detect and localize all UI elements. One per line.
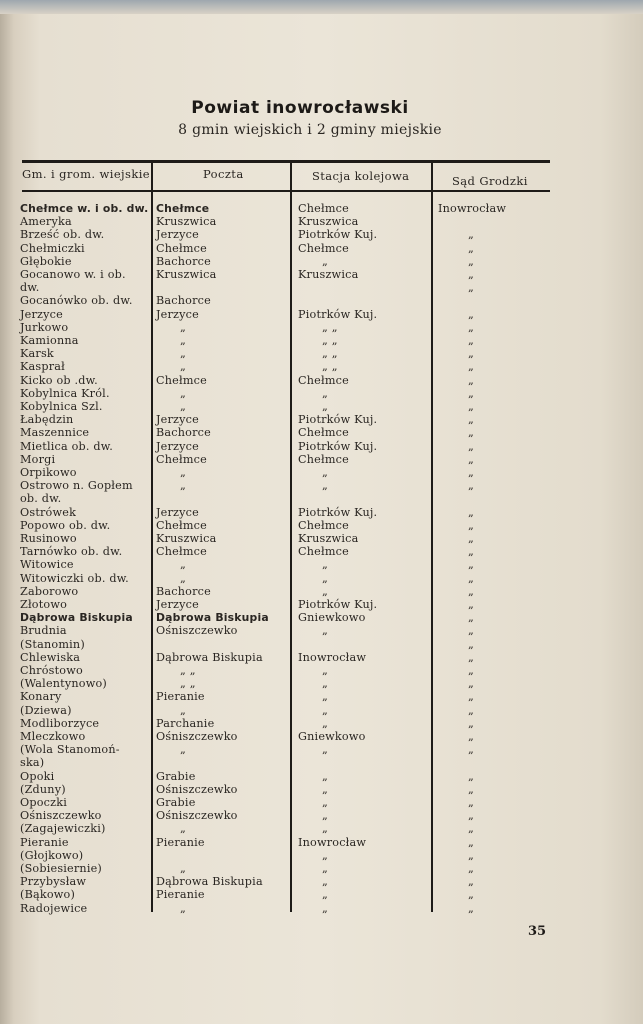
cell-poczta: Jerzyce [156,505,199,519]
cell-poczta: „ [180,400,186,413]
cell-poczta: Grabie [156,796,196,809]
table-row [0,651,643,664]
cell-stacja: Piotrków Kuj. [298,505,378,519]
cell-stacja: „ [322,254,328,268]
table-row [0,374,643,387]
table-row [0,506,643,519]
cell-stacja: Piotrków Kuj. [298,598,378,611]
table-row [0,902,643,915]
table-row [0,268,643,281]
table-row [0,228,643,241]
cell-sad: „ [468,901,474,915]
cell-sad: „ [468,400,474,413]
cell-poczta: „ [180,901,186,915]
table-row [0,585,643,598]
cell-poczta: Bachorce [156,294,211,308]
cell-poczta: Ośniszczewko [156,730,238,743]
cell-poczta: Dąbrowa Biskupia [156,611,269,625]
table-row [0,690,643,703]
cell-sad: „ [468,466,474,479]
cell-poczta: „ [180,466,186,479]
table-row [0,770,643,783]
table-row [0,822,643,835]
cell-stacja: Chełmce [298,518,349,532]
cell-gmina: Witowice [20,558,74,572]
cell-stacja: „ [322,822,328,836]
page-top-edge [0,0,643,14]
cell-stacja: „ „ [322,334,338,347]
table-row [0,875,643,888]
cell-stacja: „ [322,584,328,598]
cell-gmina: Kobylnica Szl. [20,400,103,413]
cell-stacja: Piotrków Kuj. [298,307,378,321]
cell-gmina: Konary [20,690,62,704]
cell-sad: „ [468,452,474,466]
cell-gmina: Chełmce w. i ob. dw. [20,202,149,215]
table-row [0,743,643,756]
cell-sad: „ [468,373,474,387]
table-row [0,783,643,796]
cell-sad: „ [468,413,474,427]
cell-stacja: „ „ [322,320,338,334]
cell-gmina: (Zduny) [20,782,66,796]
cell-gmina: Rusinowo [20,532,77,545]
table-row [0,664,643,677]
table-row [0,796,643,809]
cell-sad: „ [468,822,474,836]
cell-stacja: „ [322,664,328,677]
cell-sad: „ [468,518,474,532]
cell-stacja: Kruszwica [298,532,359,545]
table-row [0,558,643,571]
cell-sad: „ [468,743,474,757]
cell-gmina: Radojewice [20,901,88,915]
cell-poczta: Parchanie [156,716,215,730]
cell-stacja: „ „ [322,360,338,374]
cell-gmina: Brześć ob. dw. [20,228,105,242]
table-row [0,347,643,360]
cell-sad: „ [468,505,474,519]
cell-poczta: „ [180,571,186,585]
cell-gmina: Gocanówko ob. dw. [20,294,133,308]
cell-gmina: Ostrówek [20,505,77,519]
cell-stacja: Inowrocław [298,835,367,849]
header-bottom-rule [22,190,550,192]
cell-gmina: (Stanomin) [20,637,85,651]
header-sad: Sąd Grodzki [452,174,528,188]
cell-stacja: „ [322,479,328,493]
cell-stacja: Chełmce [298,545,349,559]
cell-gmina: (Wola Stanomoń- [20,743,120,757]
cell-gmina: Mleczkowo [20,730,86,743]
table-row [0,717,643,730]
cell-gmina: Ostrowo n. Gopłem [20,479,133,493]
cell-gmina: Łabędzin [20,413,74,427]
cell-sad: „ [468,677,474,691]
cell-gmina: (Zagajewiczki) [20,822,106,836]
cell-stacja: „ [322,716,328,730]
cell-stacja: „ [322,848,328,862]
cell-poczta: Chełmce [156,241,207,255]
cell-stacja: Kruszwica [298,268,359,281]
cell-gmina: Witowiczki ob. dw. [20,571,129,585]
cell-gmina: Modliborzyce [20,716,100,730]
cell-sad: „ [468,782,474,796]
cell-poczta: „ „ [180,677,196,691]
cell-stacja: „ [322,875,328,889]
cell-sad: „ [468,848,474,862]
cell-gmina: Ameryka [20,215,72,229]
cell-stacja: Chełmce [298,241,349,255]
table-row [0,360,643,373]
cell-sad: „ [468,360,474,374]
cell-gmina: Głębokie [20,254,72,268]
cell-gmina: Maszennice [20,426,90,440]
table-row [0,849,643,862]
cell-gmina: (Dziewa) [20,703,72,717]
table-row [0,638,643,651]
table-row [0,334,643,347]
cell-stacja: „ [322,888,328,902]
cell-stacja: Piotrków Kuj. [298,413,378,427]
cell-poczta: „ [180,347,186,361]
cell-sad: „ [468,254,474,268]
table-row [0,624,643,637]
cell-stacja: Chełmce [298,373,349,387]
cell-stacja: Chełmce [298,426,349,440]
cell-sad: „ [468,809,474,823]
cell-poczta: Dąbrowa Biskupia [156,650,263,664]
table-row [0,426,643,439]
cell-poczta: Chełmce [156,452,207,466]
cell-gmina: (Walentynowo) [20,677,107,691]
header-stacja: Stacja kolejowa [312,169,410,183]
cell-sad: Inowrocław [438,202,507,215]
cell-gmina: Dąbrowa Biskupia [20,611,133,625]
cell-sad: „ [468,862,474,875]
cell-poczta: „ „ [180,664,196,677]
cell-gmina: Karsk [20,347,54,361]
cell-gmina: Kamionna [20,334,79,347]
cell-stacja: Chełmce [298,202,349,215]
table-row [0,413,643,426]
cell-stacja: „ [322,386,328,400]
cell-stacja: „ [322,743,328,757]
cell-poczta: Ośniszczewko [156,809,238,823]
cell-sad: „ [468,835,474,849]
cell-gmina: dw. [20,281,40,295]
cell-gmina: Morgi [20,452,56,466]
cell-gmina: Gocanowo w. i ob. [20,268,126,281]
cell-stacja: „ [322,624,328,638]
table-row [0,809,643,822]
cell-gmina: Jurkowo [20,320,69,334]
cell-gmina: (Sobiesiernie) [20,862,102,875]
cell-gmina: Chełmiczki [20,241,85,255]
table-row [0,466,643,479]
cell-stacja: Gniewkowo [298,730,366,743]
cell-stacja: „ [322,690,328,704]
table-row [0,756,643,769]
cell-gmina: Kobylnica Król. [20,386,110,400]
page-title: Powiat inowrocławski [191,98,409,118]
cell-sad: „ [468,479,474,493]
cell-stacja: „ [322,769,328,783]
cell-poczta: Jerzyce [156,307,199,321]
table-row [0,294,643,307]
cell-gmina: Chlewiska [20,650,81,664]
cell-poczta: Pieranie [156,835,205,849]
cell-sad: „ [468,532,474,545]
cell-sad: „ [468,611,474,625]
cell-stacja: „ [322,862,328,875]
cell-stacja: „ [322,571,328,585]
cell-gmina: Brudnia [20,624,67,638]
cell-sad: „ [468,426,474,440]
table-row [0,202,643,215]
cell-sad: „ [468,875,474,889]
cell-gmina: Mietlica ob. dw. [20,439,113,453]
table-row [0,677,643,690]
cell-stacja: „ [322,558,328,572]
cell-sad: „ [468,796,474,809]
header-gmina: Gm. i grom. wiejskie [22,167,150,181]
table-row [0,532,643,545]
cell-poczta: Pieranie [156,888,205,902]
cell-gmina: Pieranie [20,835,69,849]
cell-poczta: Chełmce [156,202,210,215]
cell-sad: „ [468,334,474,347]
cell-poczta: Jerzyce [156,598,199,611]
cell-gmina: Złotowo [20,598,68,611]
cell-poczta: „ [180,743,186,757]
cell-sad: „ [468,598,474,611]
cell-gmina: Zaborowo [20,584,79,598]
table-row [0,281,643,294]
cell-sad: „ [468,558,474,572]
cell-gmina: Chróstowo [20,664,83,677]
cell-poczta: Bachorce [156,584,211,598]
table-row [0,387,643,400]
table-row [0,242,643,255]
cell-gmina: Orpikowo [20,466,77,479]
page-number: 35 [528,924,547,939]
cell-poczta: Dąbrowa Biskupia [156,875,263,889]
cell-sad: „ [468,703,474,717]
cell-gmina: Jerzyce [20,307,63,321]
cell-gmina: Kicko ob .dw. [20,373,98,387]
cell-sad: „ [468,664,474,677]
cell-poczta: „ [180,558,186,572]
cell-poczta: Chełmce [156,373,207,387]
cell-sad: „ [468,347,474,361]
cell-stacja: Kruszwica [298,215,359,229]
cell-poczta: Grabie [156,769,196,783]
cell-poczta: „ [180,862,186,875]
cell-poczta: Jerzyce [156,413,199,427]
table-row [0,400,643,413]
table-row [0,519,643,532]
table-row [0,888,643,901]
cell-gmina: (Głojkowo) [20,848,84,862]
cell-sad: „ [468,228,474,242]
cell-gmina: Ośniszczewko [20,809,102,823]
table-row [0,704,643,717]
cell-sad: „ [468,386,474,400]
cell-poczta: „ [180,479,186,493]
table-row [0,492,643,505]
cell-sad: „ [468,307,474,321]
cell-gmina: Kasprał [20,360,65,374]
cell-poczta: Kruszwica [156,532,217,545]
cell-sad: „ [468,769,474,783]
cell-poczta: Jerzyce [156,439,199,453]
header-top-rule [22,160,550,163]
cell-sad: „ [468,584,474,598]
cell-stacja: „ [322,677,328,691]
cell-poczta: Kruszwica [156,268,217,281]
cell-poczta: Chełmce [156,518,207,532]
table-row [0,453,643,466]
table-row [0,730,643,743]
cell-stacja: „ [322,809,328,823]
cell-poczta: Chełmce [156,545,207,559]
cell-poczta: Kruszwica [156,215,217,229]
cell-poczta: „ [180,703,186,717]
cell-stacja: „ „ [322,347,338,361]
cell-stacja: Piotrków Kuj. [298,228,378,242]
cell-stacja: Inowrocław [298,650,367,664]
table-row [0,545,643,558]
table-row [0,836,643,849]
header-poczta: Poczta [203,167,244,181]
cell-poczta: „ [180,334,186,347]
cell-stacja: „ [322,703,328,717]
cell-poczta: „ [180,822,186,836]
cell-poczta: Bachorce [156,426,211,440]
cell-sad: „ [468,624,474,638]
cell-poczta: „ [180,386,186,400]
cell-sad: „ [468,637,474,651]
cell-stacja: „ [322,400,328,413]
table-row [0,321,643,334]
cell-poczta: „ [180,360,186,374]
table-row [0,255,643,268]
cell-stacja: „ [322,466,328,479]
cell-sad: „ [468,730,474,743]
cell-sad: „ [468,716,474,730]
table-row [0,611,643,624]
cell-sad: „ [468,268,474,281]
cell-poczta: „ [180,320,186,334]
cell-gmina: ska) [20,756,45,770]
table-row [0,862,643,875]
table-row [0,440,643,453]
cell-poczta: Ośniszczewko [156,782,238,796]
cell-sad: „ [468,320,474,334]
cell-sad: „ [468,690,474,704]
cell-poczta: Ośniszczewko [156,624,238,638]
table-row [0,598,643,611]
cell-gmina: (Bąkowo) [20,888,76,902]
table-row [0,479,643,492]
cell-poczta: Pieranie [156,690,205,704]
cell-gmina: Popowo ob. dw. [20,518,111,532]
cell-sad: „ [468,650,474,664]
cell-poczta: Jerzyce [156,228,199,242]
page-subtitle: 8 gmin wiejskich i 2 gminy miejskie [178,122,442,138]
cell-gmina: ob. dw. [20,492,62,506]
cell-sad: „ [468,241,474,255]
cell-stacja: Piotrków Kuj. [298,439,378,453]
table-row [0,215,643,228]
table-row [0,572,643,585]
cell-poczta: Bachorce [156,254,211,268]
cell-stacja: „ [322,782,328,796]
cell-stacja: Gniewkowo [298,611,366,625]
table-row [0,308,643,321]
cell-stacja: „ [322,901,328,915]
cell-gmina: Przybysław [20,875,87,889]
cell-stacja: Chełmce [298,452,349,466]
cell-gmina: Tarnówko ob. dw. [20,545,123,559]
cell-gmina: Opoki [20,769,55,783]
cell-sad: „ [468,545,474,559]
cell-gmina: Opoczki [20,796,67,809]
cell-sad: „ [468,281,474,295]
cell-sad: „ [468,571,474,585]
cell-sad: „ [468,439,474,453]
cell-sad: „ [468,888,474,902]
cell-stacja: „ [322,796,328,809]
